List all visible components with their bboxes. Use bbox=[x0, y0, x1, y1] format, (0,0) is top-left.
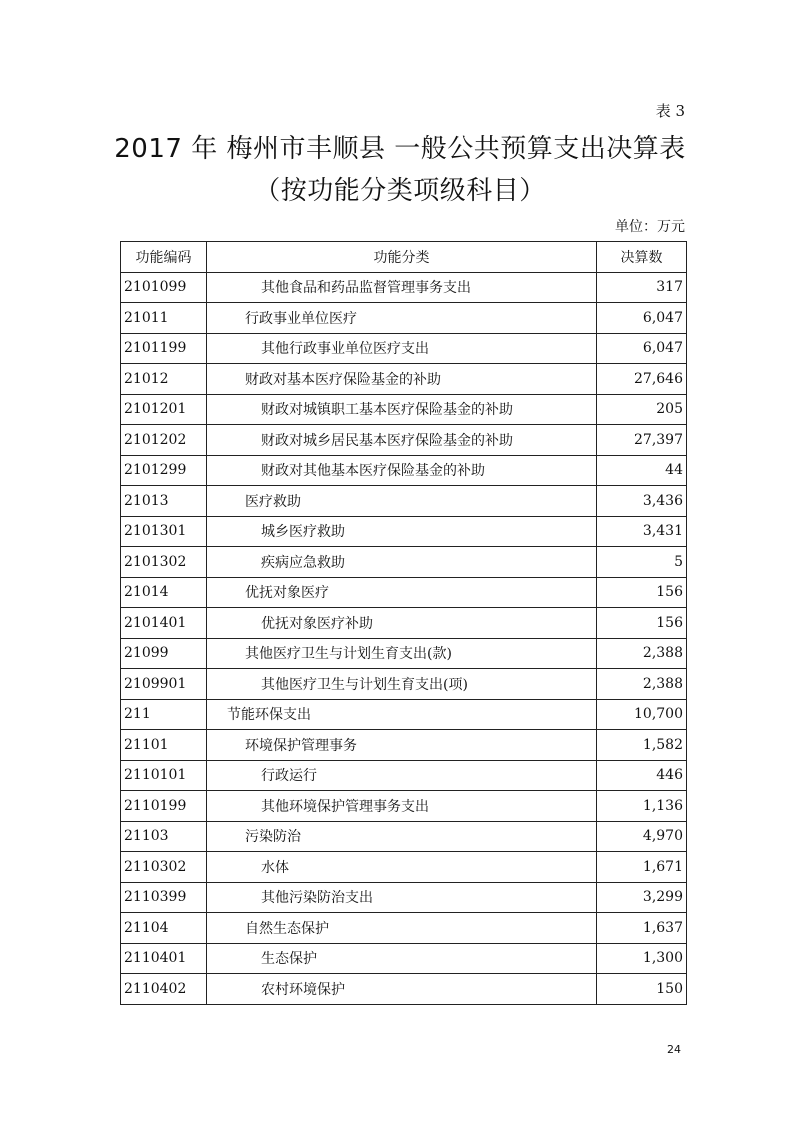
page-title: 2017 年 梅州市丰顺县 一般公共预算支出决算表（按功能分类项级科目） bbox=[114, 134, 686, 206]
table-row bbox=[121, 638, 687, 669]
table-row bbox=[121, 364, 687, 395]
cell-amount: 6,047 bbox=[597, 303, 687, 334]
page-number: 24 bbox=[667, 1043, 681, 1056]
cell-code: 2109901 bbox=[121, 669, 207, 700]
cell-name: 财政对其他基本医疗保险基金的补助 bbox=[207, 455, 597, 486]
cell-name: 其他行政事业单位医疗支出 bbox=[207, 333, 597, 364]
cell-code: 2110402 bbox=[121, 974, 207, 1005]
table-row bbox=[121, 943, 687, 974]
cell-code: 21012 bbox=[121, 364, 207, 395]
table-label: 表 3 bbox=[655, 102, 685, 120]
cell-name: 农村环境保护 bbox=[207, 974, 597, 1005]
cell-code: 2110101 bbox=[121, 760, 207, 791]
cell-name: 其他医疗卫生与计划生育支出(项) bbox=[207, 669, 597, 700]
table-row bbox=[121, 913, 687, 944]
cell-amount: 5 bbox=[597, 547, 687, 578]
table-row bbox=[121, 486, 687, 517]
cell-amount: 4,970 bbox=[597, 821, 687, 852]
cell-code: 2101202 bbox=[121, 425, 207, 456]
header-amount: 决算数 bbox=[597, 242, 687, 273]
table-row bbox=[121, 547, 687, 578]
cell-amount: 6,047 bbox=[597, 333, 687, 364]
cell-name: 行政运行 bbox=[207, 760, 597, 791]
cell-amount: 27,397 bbox=[597, 425, 687, 456]
cell-name: 水体 bbox=[207, 852, 597, 883]
cell-amount: 1,582 bbox=[597, 730, 687, 761]
table-row bbox=[121, 333, 687, 364]
table-row bbox=[121, 852, 687, 883]
cell-amount: 3,431 bbox=[597, 516, 687, 547]
cell-code: 2110401 bbox=[121, 943, 207, 974]
table-row bbox=[121, 455, 687, 486]
cell-amount: 3,299 bbox=[597, 882, 687, 913]
cell-name: 其他医疗卫生与计划生育支出(款) bbox=[207, 638, 597, 669]
table-row bbox=[121, 730, 687, 761]
cell-amount: 1,136 bbox=[597, 791, 687, 822]
cell-code: 21104 bbox=[121, 913, 207, 944]
table-row bbox=[121, 577, 687, 608]
cell-code: 2101401 bbox=[121, 608, 207, 639]
cell-name: 其他环境保护管理事务支出 bbox=[207, 791, 597, 822]
cell-code: 2101201 bbox=[121, 394, 207, 425]
cell-code: 21103 bbox=[121, 821, 207, 852]
cell-name: 优抚对象医疗 bbox=[207, 577, 597, 608]
cell-name: 城乡医疗救助 bbox=[207, 516, 597, 547]
cell-code: 21013 bbox=[121, 486, 207, 517]
cell-code: 21101 bbox=[121, 730, 207, 761]
cell-amount: 10,700 bbox=[597, 699, 687, 730]
cell-code: 2101301 bbox=[121, 516, 207, 547]
table-row bbox=[121, 303, 687, 334]
cell-name: 财政对基本医疗保险基金的补助 bbox=[207, 364, 597, 395]
cell-amount: 156 bbox=[597, 608, 687, 639]
table-row bbox=[121, 760, 687, 791]
cell-code: 2110399 bbox=[121, 882, 207, 913]
budget-table bbox=[120, 241, 687, 1005]
cell-amount: 1,300 bbox=[597, 943, 687, 974]
cell-amount: 3,436 bbox=[597, 486, 687, 517]
cell-code: 2101302 bbox=[121, 547, 207, 578]
cell-name: 其他食品和药品监督管理事务支出 bbox=[207, 272, 597, 303]
cell-code: 21014 bbox=[121, 577, 207, 608]
table-row bbox=[121, 669, 687, 700]
cell-code: 2110302 bbox=[121, 852, 207, 883]
cell-amount: 446 bbox=[597, 760, 687, 791]
table-row bbox=[121, 974, 687, 1005]
cell-amount: 1,671 bbox=[597, 852, 687, 883]
cell-name: 其他污染防治支出 bbox=[207, 882, 597, 913]
cell-name: 节能环保支出 bbox=[207, 699, 597, 730]
cell-name: 优抚对象医疗补助 bbox=[207, 608, 597, 639]
cell-name: 医疗救助 bbox=[207, 486, 597, 517]
cell-name: 疾病应急救助 bbox=[207, 547, 597, 578]
cell-amount: 205 bbox=[597, 394, 687, 425]
cell-amount: 27,646 bbox=[597, 364, 687, 395]
cell-amount: 2,388 bbox=[597, 669, 687, 700]
table-row bbox=[121, 394, 687, 425]
table-row bbox=[121, 608, 687, 639]
header-code: 功能编码 bbox=[121, 242, 207, 273]
cell-name: 自然生态保护 bbox=[207, 913, 597, 944]
cell-amount: 150 bbox=[597, 974, 687, 1005]
cell-name: 财政对城镇职工基本医疗保险基金的补助 bbox=[207, 394, 597, 425]
cell-name: 污染防治 bbox=[207, 821, 597, 852]
header-name: 功能分类 bbox=[207, 242, 597, 273]
cell-code: 211 bbox=[121, 699, 207, 730]
cell-code: 2110199 bbox=[121, 791, 207, 822]
cell-name: 财政对城乡居民基本医疗保险基金的补助 bbox=[207, 425, 597, 456]
cell-code: 2101199 bbox=[121, 333, 207, 364]
cell-name: 行政事业单位医疗 bbox=[207, 303, 597, 334]
cell-code: 2101299 bbox=[121, 455, 207, 486]
table-row bbox=[121, 882, 687, 913]
cell-amount: 44 bbox=[597, 455, 687, 486]
cell-code: 2101099 bbox=[121, 272, 207, 303]
table-body bbox=[121, 272, 687, 1004]
cell-code: 21011 bbox=[121, 303, 207, 334]
cell-amount: 156 bbox=[597, 577, 687, 608]
table-row bbox=[121, 821, 687, 852]
table-row bbox=[121, 272, 687, 303]
table-row bbox=[121, 699, 687, 730]
table-row bbox=[121, 791, 687, 822]
table-header-row bbox=[121, 242, 687, 273]
cell-amount: 1,637 bbox=[597, 913, 687, 944]
table-row bbox=[121, 516, 687, 547]
cell-amount: 2,388 bbox=[597, 638, 687, 669]
cell-name: 环境保护管理事务 bbox=[207, 730, 597, 761]
cell-name: 生态保护 bbox=[207, 943, 597, 974]
table-row bbox=[121, 425, 687, 456]
cell-amount: 317 bbox=[597, 272, 687, 303]
cell-code: 21099 bbox=[121, 638, 207, 669]
unit-label: 单位：万元 bbox=[615, 219, 685, 235]
